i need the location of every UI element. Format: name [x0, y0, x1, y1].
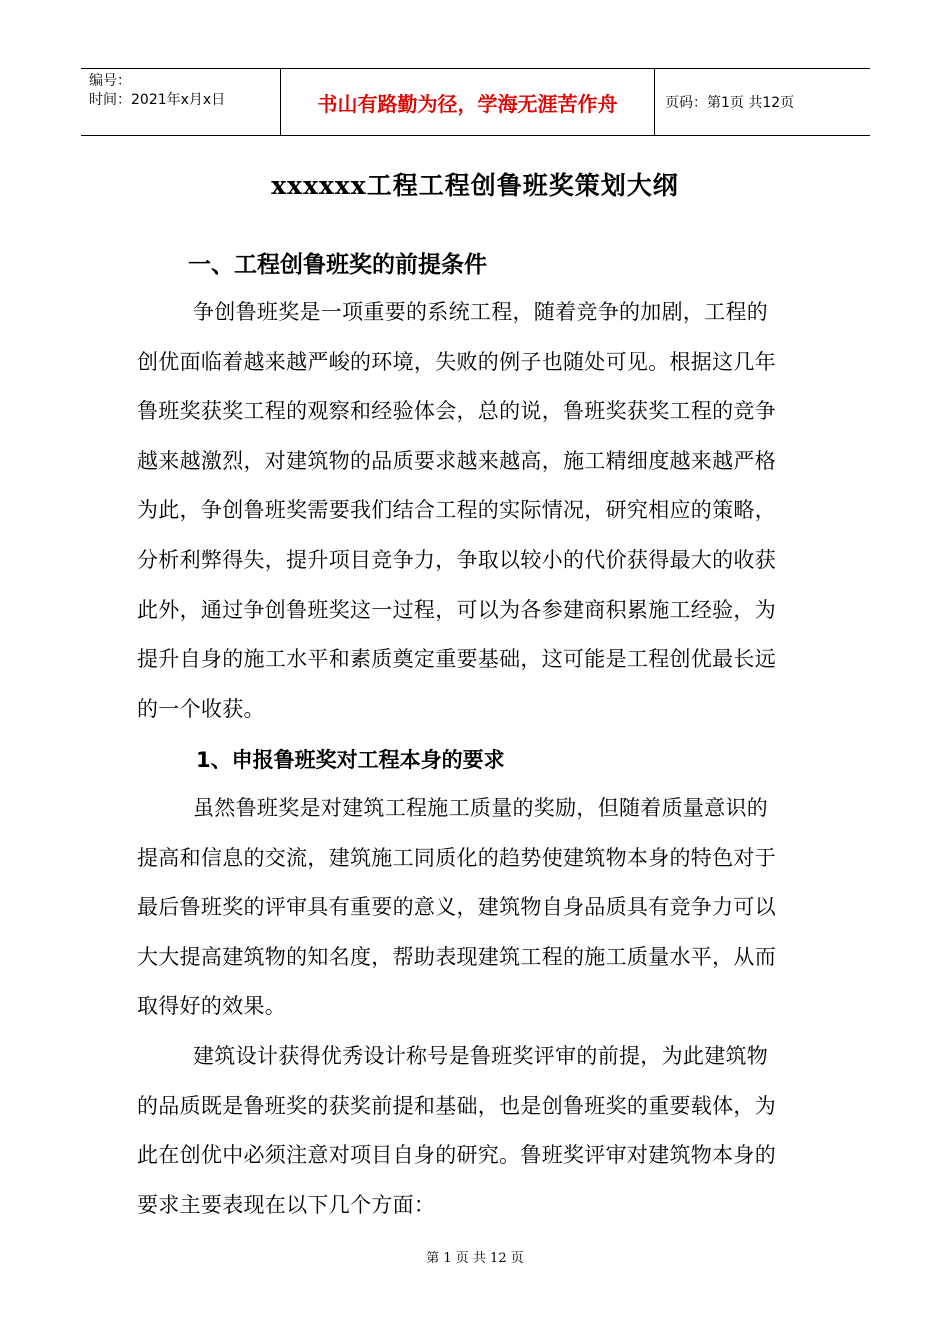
paragraph-line: 要求主要表现在以下几个方面：	[137, 1193, 436, 1217]
number-label: 编号：	[89, 73, 131, 89]
header-motto: 书山有路勤为径，学海无涯苦作舟	[281, 69, 655, 135]
paragraph-line: 取得好的效果。	[137, 994, 287, 1018]
paragraph-line: 越来越激烈，对建筑物的品质要求越来越高，施工精细度越来越严格	[137, 449, 776, 473]
paragraph-line: 提高和信息的交流，建筑施工同质化的趋势使建筑物本身的特色对于	[137, 846, 776, 870]
paragraph-line: 大大提高建筑物的知名度，帮助表现建筑工程的施工质量水平，从而	[137, 945, 776, 969]
header-page-info: 页码：第1页 共12页	[665, 95, 795, 111]
paragraph-line: 争创鲁班奖是一项重要的系统工程，随着竞争的加剧，工程的	[193, 300, 769, 324]
paragraph-line: 鲁班奖获奖工程的观察和经验体会，总的说，鲁班奖获奖工程的竞争	[137, 399, 776, 423]
page-title: xxxxxx工程工程创鲁班奖策划大纲	[271, 171, 679, 200]
paragraph-line: 的品质既是鲁班奖的获奖前提和基础，也是创鲁班奖的重要载体，为	[137, 1094, 776, 1118]
paragraph-line: 虽然鲁班奖是对建筑工程施工质量的奖励，但随着质量意识的	[193, 796, 769, 820]
paragraph-line: 建筑设计获得优秀设计称号是鲁班奖评审的前提，为此建筑物	[193, 1044, 769, 1068]
paragraph-line: 的一个收获。	[137, 697, 265, 721]
paragraph-line: 创优面临着越来越严峻的环境，失败的例子也随处可见。根据这几年	[137, 350, 776, 374]
header-meta	[81, 69, 281, 135]
page-footer: 第 1 页 共 12 页	[426, 1251, 524, 1266]
paragraph-line: 为此，争创鲁班奖需要我们结合工程的实际情况，研究相应的策略，	[137, 498, 776, 522]
section-heading: 一、工程创鲁班奖的前提条件	[188, 252, 487, 278]
paragraph-line: 此在创优中必须注意对项目自身的研究。鲁班奖评审对建筑物本身的	[137, 1143, 776, 1167]
sub-heading: 1、申报鲁班奖对工程本身的要求	[196, 748, 505, 772]
time-label: 时间：2021年x月x日	[89, 92, 226, 108]
paragraph-line: 此外，通过争创鲁班奖这一过程，可以为各参建商积累施工经验，为	[137, 598, 776, 622]
paragraph-line: 最后鲁班奖的评审具有重要的意义，建筑物自身品质具有竞争力可以	[137, 895, 776, 919]
paragraph-line: 分析利弊得失，提升项目竞争力，争取以较小的代价获得最大的收获	[137, 548, 776, 572]
document-header	[81, 68, 870, 136]
paragraph-line: 提升自身的施工水平和素质奠定重要基础，这可能是工程创优最长远	[137, 647, 776, 671]
